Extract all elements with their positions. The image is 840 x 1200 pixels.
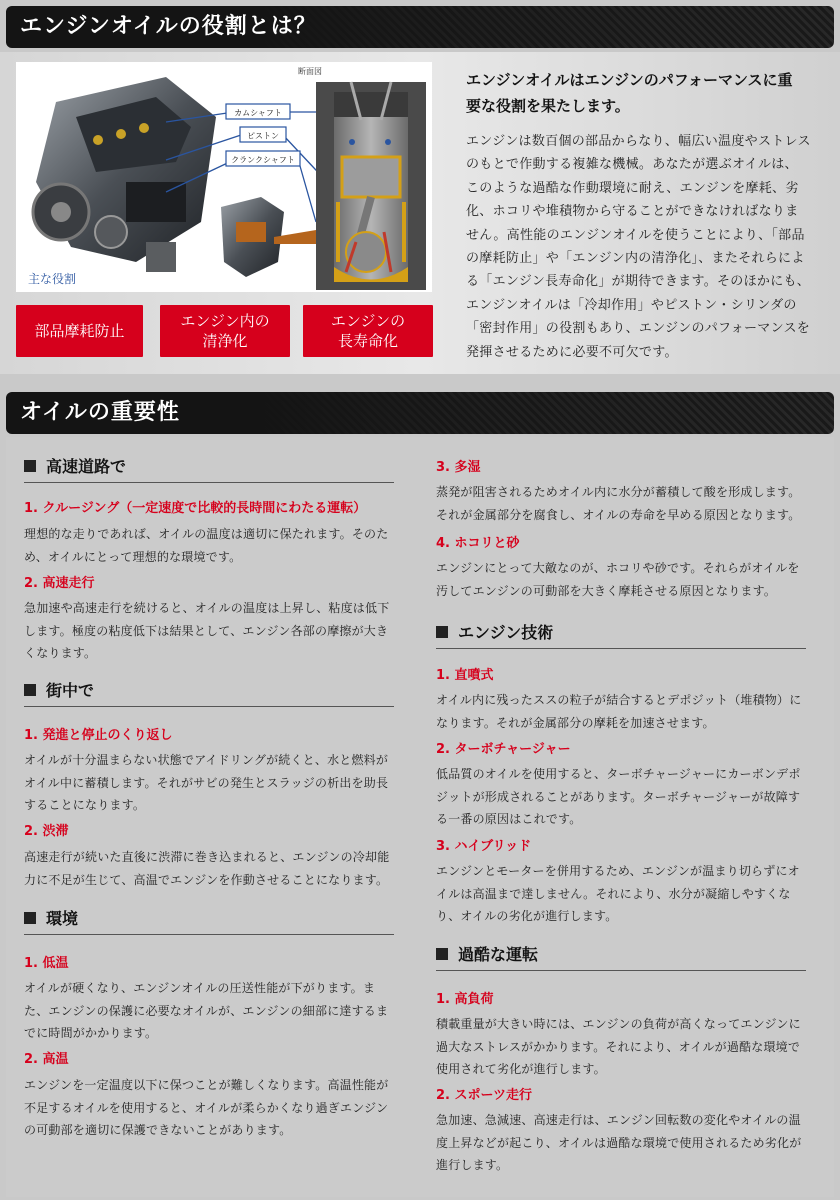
square-bullet-icon <box>436 948 448 960</box>
category-heading-engine-tech <box>436 621 806 649</box>
category-heading-highway <box>24 455 394 483</box>
section-title-importance: オイルの重要性 <box>6 392 834 434</box>
item-text: オイルが硬くなり、エンジンオイルの圧送性能が下がります。また、エンジンの保護に必要なオイルが、エンジンの細部に達するまでに時間がかかります。 <box>24 981 389 1040</box>
role-label: エンジンの 長寿命化 <box>330 312 406 350</box>
category-label: 環境 <box>46 909 79 928</box>
square-bullet-icon <box>436 626 448 638</box>
role-cleaning <box>160 305 290 357</box>
category-label: エンジン技術 <box>458 623 554 642</box>
camshaft-label: カムシャフト <box>234 108 282 118</box>
item-text: エンジンにとって大敵なのが、ホコリや砂です。それらがオイルを汚してエンジンの可動部を大きく摩耗させる原因となります。 <box>436 561 800 598</box>
category-label: 過酷な運転 <box>458 945 539 964</box>
engine-block-main <box>33 77 216 272</box>
cross-section-view <box>298 66 426 290</box>
category-heading-environment <box>24 907 394 935</box>
category-label: 街中で <box>46 681 95 700</box>
item-text: オイルが十分温まらない状態でアイドリングが続くと、水と燃料がオイル中に蓄積します。それがサビの発生とスラッジの析出を助長することになります。 <box>24 753 389 812</box>
item-text: 積載重量が大きい時には、エンジンの負荷が高くなってエンジンに過大なストレスがかかります。それにより、オイルが過酷な環境で使用されて劣化が進行します。 <box>436 1017 801 1076</box>
item-text: 理想的な走りであれば、オイルの温度は適切に保たれます。そのため、オイルにとって理想的な環境です。 <box>24 527 389 564</box>
intro-title: エンジンオイルはエンジンのパフォーマンスに重要な役割を果たします。 <box>466 71 793 115</box>
role-label: 部品摩耗防止 <box>34 322 125 340</box>
cross-section-label: 断面図 <box>298 67 322 76</box>
intro-body: エンジンは数百個の部品からなり、幅広い温度やストレスのもとで作動する複雑な機械。あなたが選ぶオイルは、このような過酷な作動環境に耐え、エンジンを摩耗、劣化、ホコリや堆積物から守ることができなければなりません。高性能のエンジンオイルを使うことにより、「部品の摩耗防止」や「エンジン内の清浄化」、またそれらによる「エンジン長寿命化」が期待できます。そのほかにも、エンジンオイルは「冷却作用」やピストン・シリンダの「密封作用」の役割もあり、エンジンのパフォーマンスを発揮させるために必要不可欠です。 <box>466 134 811 360</box>
item-title: 3. 多湿 <box>436 460 481 475</box>
square-bullet-icon <box>24 684 36 696</box>
main-roles-label: 主な役割 <box>28 272 77 286</box>
category-label: 高速道路で <box>46 457 127 476</box>
category-heading-severe-driving <box>436 943 806 971</box>
item-text: 急加速、急減速、高速走行は、エンジン回転数の変化やオイルの温度上昇などが起こり、オイルは過酷な環境で使用されるため劣化が進行します。 <box>436 1113 802 1172</box>
item-title: 1. 直噴式 <box>436 668 494 683</box>
item-title: 2. ターボチャージャー <box>436 742 571 757</box>
item-title: 2. スポーツ走行 <box>436 1088 532 1103</box>
role-longevity <box>303 305 433 357</box>
item-title: 3. ハイブリッド <box>436 839 532 854</box>
role-label: エンジン内の 清浄化 <box>180 312 270 350</box>
category-heading-city <box>24 679 394 707</box>
square-bullet-icon <box>24 460 36 472</box>
item-text: 高速走行が続いた直後に渋滞に巻き込まれると、エンジンの冷却能力に不足が生じて、高温でエンジンを作動させることになります。 <box>24 850 390 887</box>
item-text: 急加速や高速走行を続けると、オイルの温度は上昇し、粘度は低下します。極度の粘度低下は結果として、エンジン各部の摩擦が大きくなります。 <box>24 601 390 660</box>
role-wear-prevention <box>16 305 143 357</box>
item-text: 低品質のオイルを使用すると、ターボチャージャーにカーボンデポジットが形成されることがあります。ターボチャージャーが故障する一番の原因はこれです。 <box>436 767 801 826</box>
item-text: エンジンを一定温度以下に保つことが難しくなります。高温性能が不足するオイルを使用すると、オイルが柔らかくなり過ぎエンジンの可動部を適切に保護できないことがあります。 <box>24 1078 389 1137</box>
section-title-role: エンジンオイルの役割とは？ <box>6 6 834 48</box>
item-title: 1. 高負荷 <box>436 992 494 1007</box>
square-bullet-icon <box>24 912 36 924</box>
item-text: オイル内に残ったススの粒子が結合するとデポジット（堆積物）になります。それが金属部分の摩耗を加速させます。 <box>436 693 802 730</box>
item-title: 1. 発進と停止のくり返し <box>24 728 173 743</box>
importance-panel <box>6 437 834 1197</box>
item-title: 2. 高速走行 <box>24 576 95 591</box>
item-title: 1. 低温 <box>24 956 69 971</box>
piston-label: ピストン <box>247 131 279 141</box>
item-title: 2. 渋滞 <box>24 824 69 839</box>
item-text: 蒸発が阻害されるためオイル内に水分が蓄積して酸を形成します。それが金属部分を腐食し、オイルの寿命を早める原因となります。 <box>436 485 801 522</box>
crankshaft-label: クランクシャフト <box>231 155 295 165</box>
item-title: 1. クルージング（一定速度で比較的長時間にわたる運転） <box>24 501 367 516</box>
engine-illustration <box>16 62 432 292</box>
item-title: 2. 高温 <box>24 1052 69 1067</box>
item-text: エンジンとモーターを併用するため、エンジンが温まり切らずにオイルは高温まで達しません。それにより、水分が凝縮しやすくなり、オイルの劣化が進行します。 <box>436 864 800 923</box>
item-title: 4. ホコリと砂 <box>436 536 520 551</box>
engine-diagram <box>16 62 432 292</box>
